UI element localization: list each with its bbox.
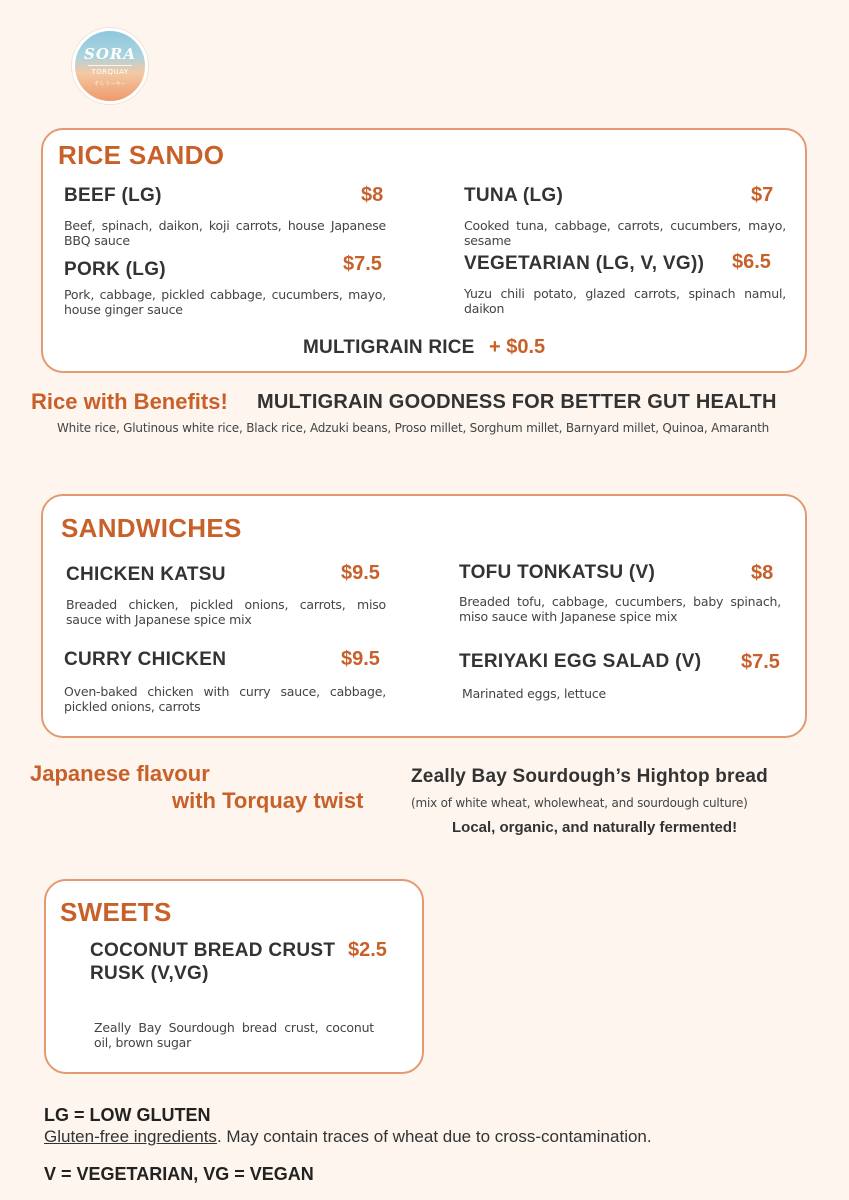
multigrain-rice-label: MULTIGRAIN RICE	[303, 337, 475, 358]
menu-item-name: CURRY CHICKEN	[64, 649, 227, 670]
menu-item-name: TOFU TONKATSU (V)	[459, 562, 656, 583]
menu-item-desc: Pork, cabbage, pickled cabbage, cucumbers, mayo, house ginger sauce	[64, 287, 386, 317]
menu-item-desc: Cooked tuna, cabbage, carrots, cucumbers, mayo, sesame	[464, 218, 786, 248]
menu-item-name: VEGETARIAN (LG, V, VG))	[464, 253, 705, 274]
logo-rule	[88, 65, 132, 66]
menu-item-price: $7.5	[741, 651, 780, 673]
menu-item-name: BEEF (LG)	[64, 185, 162, 206]
multigrain-rice-price: + $0.5	[489, 336, 546, 358]
legend-lg: LG = LOW GLUTEN	[44, 1105, 211, 1125]
sweets-item-price: $2.5	[348, 939, 387, 961]
sora-logo	[72, 28, 148, 104]
legend-v: V = VEGETARIAN, VG = VEGAN	[44, 1164, 314, 1184]
menu-item-price: $7.5	[343, 253, 382, 275]
benefits-tagline: MULTIGRAIN GOODNESS FOR BETTER GUT HEALTH	[257, 391, 777, 413]
sweets-item-name-line1: COCONUT BREAD CRUST	[90, 940, 336, 961]
sweets-title: SWEETS	[60, 897, 172, 927]
rice-sando-title: RICE SANDO	[58, 140, 225, 170]
sweets-item-name-line2: RUSK (V,VG)	[90, 963, 209, 984]
menu-item-name: TERIYAKI EGG SALAD (V)	[459, 651, 702, 672]
menu-item-desc: Oven-baked chicken with curry sauce, cabbage, pickled onions, carrots	[64, 684, 386, 714]
sandwiches-title: SANDWICHES	[61, 513, 242, 543]
menu-item-price: $7	[751, 184, 774, 206]
menu-item-desc: Breaded chicken, pickled onions, carrots, miso sauce with Japanese spice mix	[66, 597, 386, 627]
menu-item-desc: Yuzu chili potato, glazed carrots, spinach namul, daikon	[464, 286, 786, 316]
sweets-item-desc: Zeally Bay Sourdough bread crust, coconut oil, brown sugar	[94, 1020, 374, 1050]
menu-item-price: $9.5	[341, 648, 380, 670]
logo-line1: TORQUAY	[91, 68, 129, 76]
benefits-headline: Rice with Benefits!	[31, 389, 228, 414]
legend-gf	[44, 1127, 652, 1147]
menu-item-desc: Beef, spinach, daikon, koji carrots, house Japanese BBQ sauce	[64, 218, 386, 248]
flavour-line1: Japanese flavour	[30, 761, 210, 786]
bread-subtitle: (mix of white wheat, wholewheat, and sourdough culture)	[411, 796, 748, 810]
menu-item-desc: Marinated eggs, lettuce	[462, 686, 607, 701]
grains-list: White rice, Glutinous white rice, Black rice, Adzuki beans, Proso millet, Sorghum millet, Barnyard millet, Quinoa, Amaranth	[57, 421, 770, 435]
legend-gf-rest: . May contain traces of wheat due to cross-contamination.	[216, 1127, 652, 1146]
flavour-line2: with Torquay twist	[172, 788, 364, 813]
menu-item-price: $8	[751, 562, 774, 584]
menu-item-name: TUNA (LG)	[464, 185, 564, 206]
menu-item-desc: Breaded tofu, cabbage, cucumbers, baby spinach, miso sauce with Japanese spice mix	[459, 594, 781, 624]
menu-item-name: CHICKEN KATSU	[66, 564, 226, 585]
logo-line2: そら トーキー	[94, 81, 126, 87]
bread-note: Local, organic, and naturally fermented!	[452, 819, 738, 836]
menu-item-price: $9.5	[341, 562, 380, 584]
logo-name: SORA	[83, 45, 136, 63]
menu-item-price: $6.5	[732, 251, 771, 273]
menu-item-name: PORK (LG)	[64, 259, 166, 280]
bread-title: Zeally Bay Sourdough’s Hightop bread	[411, 766, 768, 787]
legend-gf-link[interactable]: Gluten-free ingredients	[44, 1127, 217, 1146]
menu-item-price: $8	[361, 184, 384, 206]
